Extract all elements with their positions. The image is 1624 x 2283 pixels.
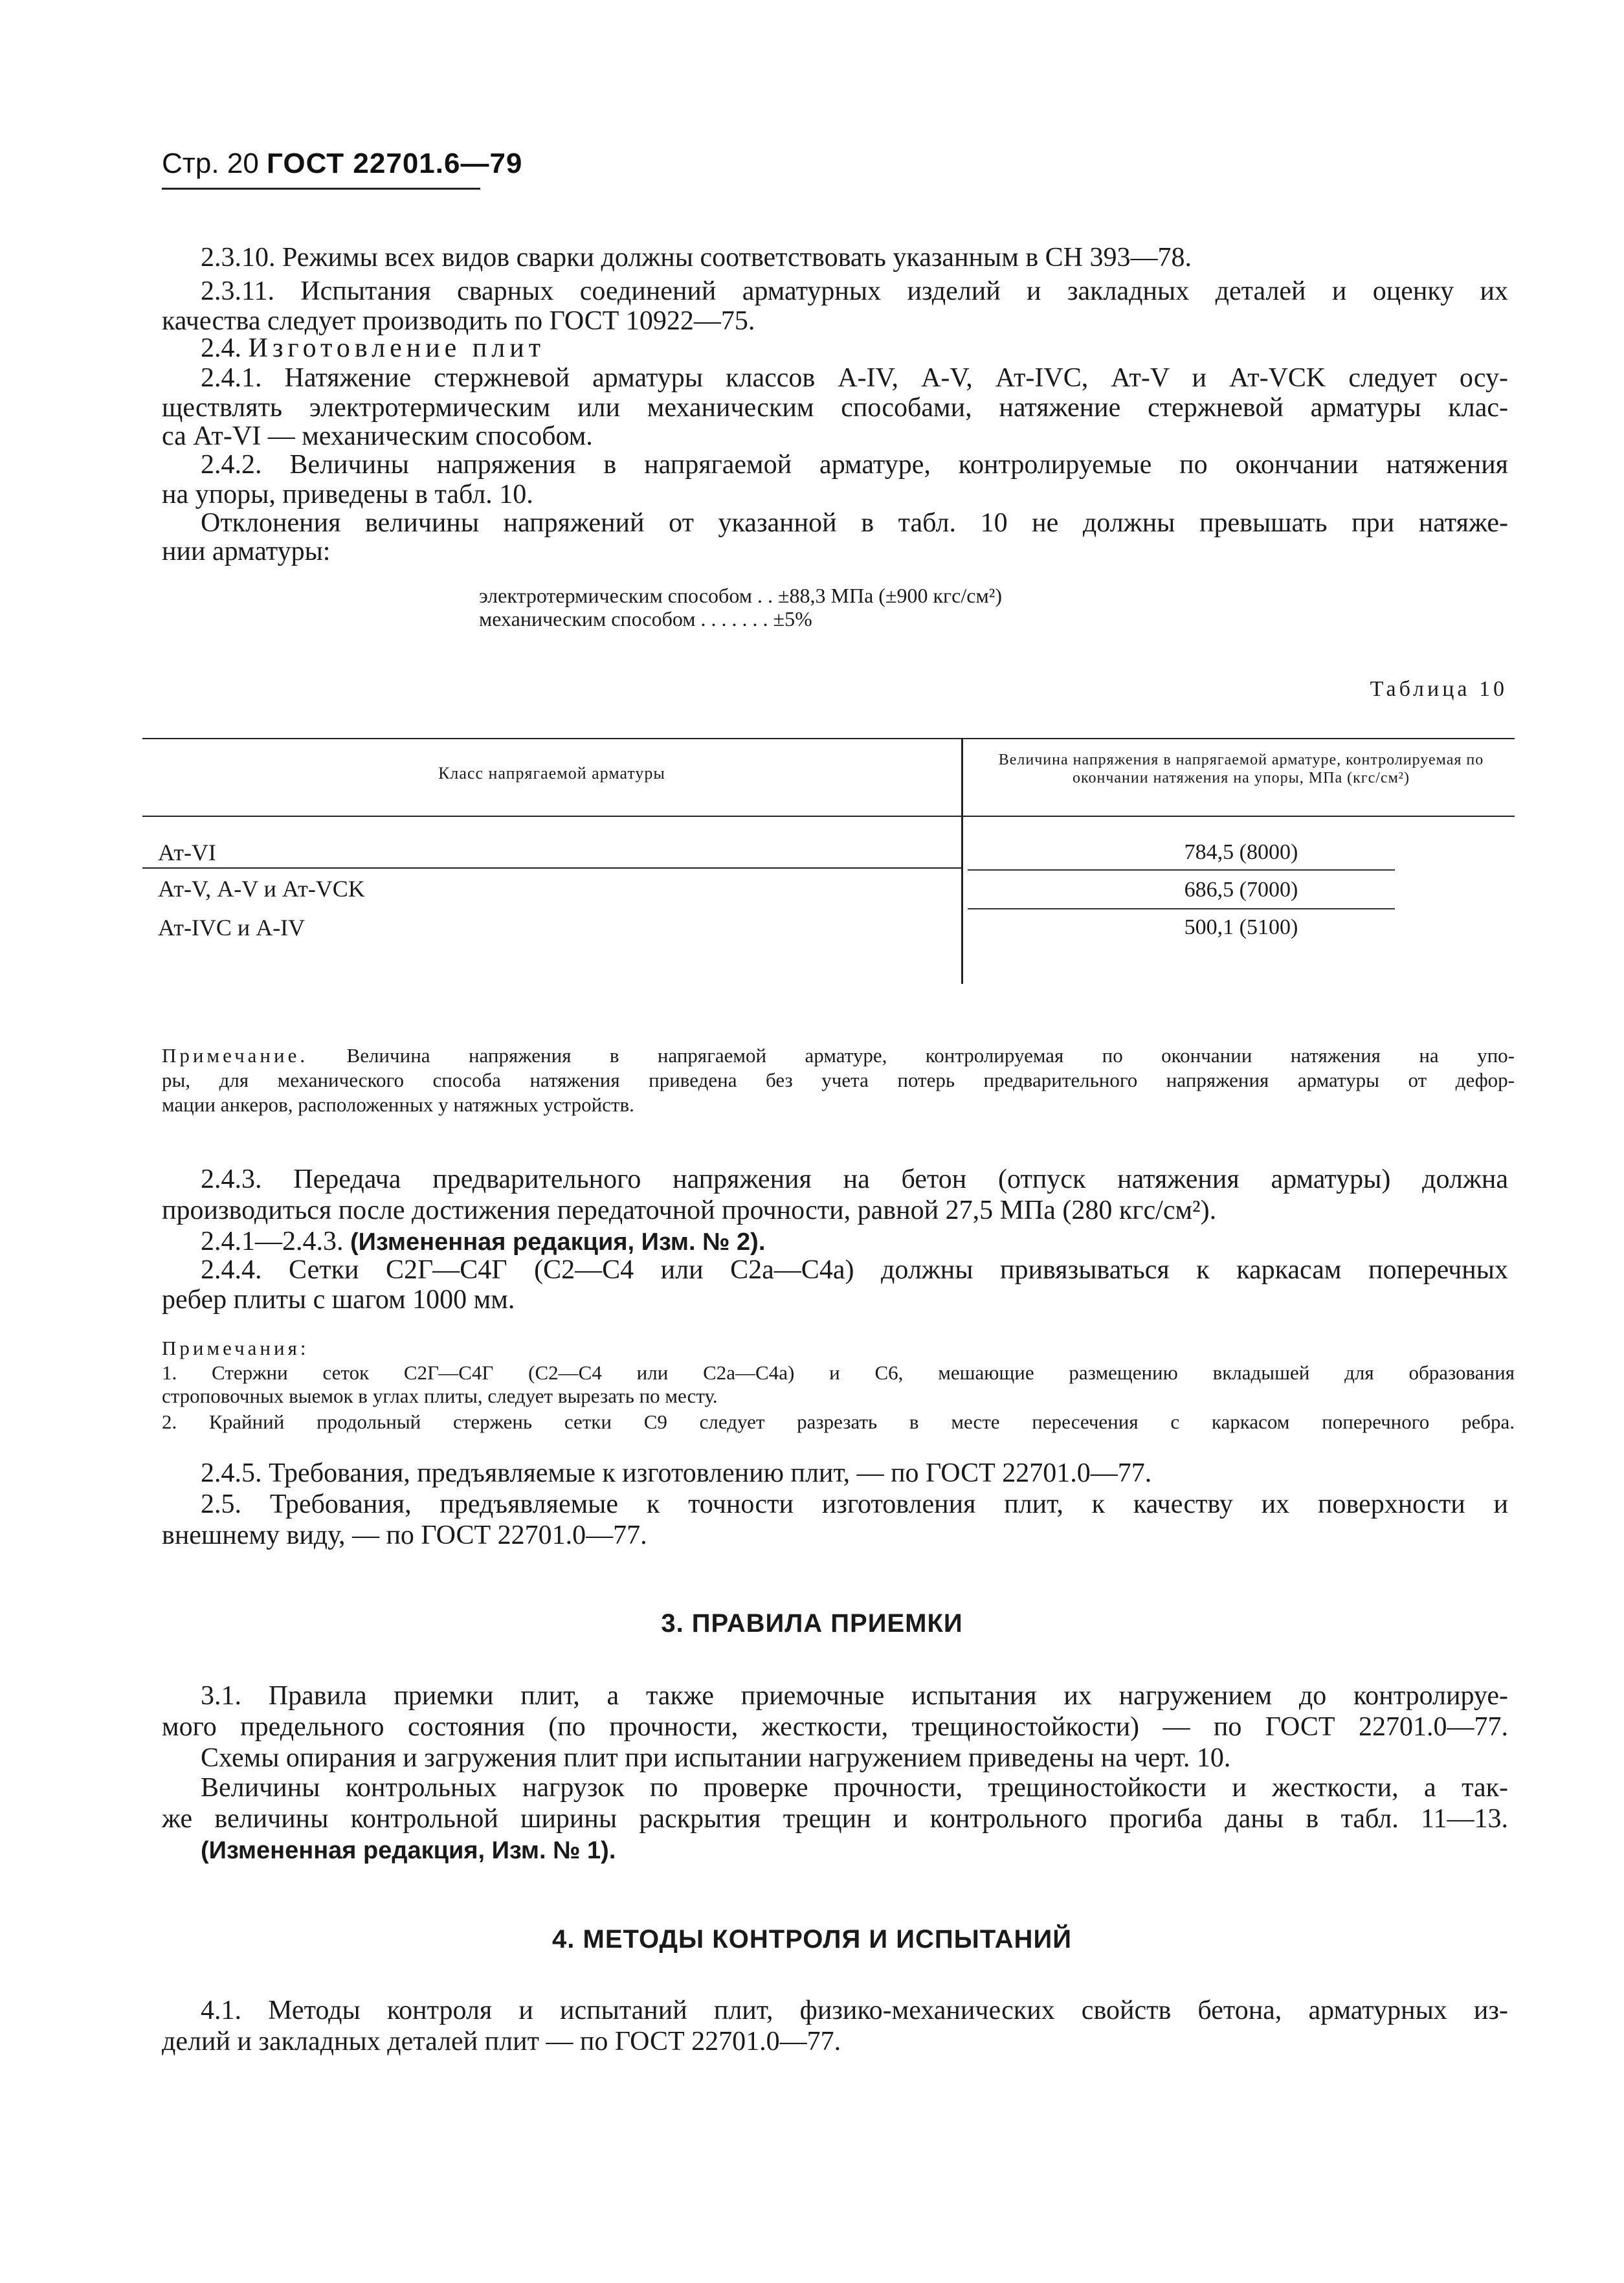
- table-caption: Таблица 10: [1370, 677, 1507, 701]
- gost-number: ГОСТ 22701.6—79: [267, 148, 523, 179]
- formula-line-electrothermal: электротермическим способом . . ±88,3 МПа (±900 кгс/см²): [479, 584, 1002, 607]
- paragraph-2-5-line2: внешнему виду, — по ГОСТ 22701.0—77.: [162, 1520, 647, 1550]
- table-header-value: Величина напряжения в напрягаемой арматуре, контролируемая по окончании натяжения на упоры, МПа (кгс/см²): [998, 752, 1484, 786]
- table-note-line1: Примечание. Величина напряжения в напрягаемой арматуре, контролируемая по окончании натяжения на упо-: [162, 1044, 1515, 1067]
- deviation-text-line2: нии арматуры:: [162, 537, 331, 566]
- paragraph-2-4-2-line2: на упоры, приведены в табл. 10.: [162, 480, 533, 509]
- table-row-3-class: Ат-IVC и А-IV: [158, 915, 306, 941]
- paragraph-2-3-10: 2.3.10. Режимы всех видов сварки должны соответствовать указанным в СН 393—78.: [201, 243, 1192, 273]
- table-note-line2: ры, для механического способа натяжения приведена без учета потерь предварительного напряжения арматуры от дефор-: [162, 1069, 1515, 1091]
- section-3-title: 3. ПРАВИЛА ПРИЕМКИ: [661, 1609, 963, 1638]
- paragraph-2-4-3-line2: производиться после достижения передаточной прочности, равной 27,5 МПа (280 кгс/см²).: [162, 1196, 1217, 1225]
- formula-line-mechanical: механическим способом . . . . . . . ±5%: [479, 607, 812, 630]
- paragraph-2-4-4-line1: 2.4.4. Сетки С2Г—С4Г (С2—С4 или С2а—С4а) должны привязываться к каркасам поперечных: [201, 1255, 1508, 1285]
- table-row-1-value: 784,5 (8000): [1184, 840, 1298, 864]
- section-heading-2-4: 2.4. Изготовление плит: [201, 333, 546, 363]
- paragraph-3-1-line4: Величины контрольных нагрузок по проверке прочности, трещиностойкости и жесткости, а так-: [201, 1773, 1508, 1803]
- note-2: 2. Крайний продольный стержень сетки С9 следует разрезать в месте пересечения с каркасом поперечного ребра.: [162, 1410, 1515, 1433]
- paragraph-3-1-line1: 3.1. Правила приемки плит, а также приемочные испытания их нагружением до контролируе-: [201, 1681, 1508, 1711]
- table-10: [142, 738, 1515, 984]
- section-4-title: 4. МЕТОДЫ КОНТРОЛЯ И ИСПЫТАНИЙ: [552, 1925, 1072, 1954]
- table-row-2-class: Ат-V, А-V и Ат-VCK: [158, 876, 365, 902]
- paragraph-2-4-2-line1: 2.4.2. Величины напряжения в напрягаемой арматуре, контролируемые по окончании натяжения: [201, 450, 1508, 480]
- notes-label: Примечания:: [162, 1337, 309, 1359]
- table-header-class: Класс напрягаемой арматуры: [438, 764, 665, 783]
- table-row-1-class: Ат-VI: [158, 840, 216, 865]
- table-row-rule-right: [968, 869, 1395, 871]
- table-row-rule-right: [968, 908, 1395, 909]
- paragraph-4-1-line1: 4.1. Методы контроля и испытаний плит, физико-механических свойств бетона, арматурных из-: [201, 1996, 1508, 2025]
- note-1-line1: 1. Стержни сеток С2Г—С4Г (С2—С4 или С2а—С4а) и С6, мешающие размещению вкладышей для образования: [162, 1361, 1515, 1384]
- header-rule: [162, 188, 480, 190]
- paragraph-2-4-5: 2.4.5. Требования, предъявляемые к изготовлению плит, — по ГОСТ 22701.0—77.: [201, 1458, 1152, 1488]
- table-row-rule-left: [142, 867, 961, 869]
- table-row-3-value: 500,1 (5100): [1184, 915, 1298, 939]
- paragraph-2-3-11-line2: качества следует производить по ГОСТ 10922—75.: [162, 306, 755, 336]
- paragraph-2-4-1-3-amend: 2.4.1—2.4.3. (Измененная редакция, Изм. № 2).: [201, 1227, 766, 1256]
- deviation-text-line1: Отклонения величины напряжений от указанной в табл. 10 не должны превышать при натяже-: [201, 508, 1508, 538]
- paragraph-3-1-line3: Схемы опирания и загружения плит при испытании нагружением приведены на черт. 10.: [201, 1743, 1231, 1773]
- paragraph-2-3-11-line1: 2.3.11. Испытания сварных соединений арматурных изделий и закладных деталей и оценку их: [201, 276, 1508, 306]
- section-3-amend-note: (Измененная редакция, Изм. № 1).: [201, 1837, 616, 1864]
- paragraph-2-4-4-line2: ребер плиты с шагом 1000 мм.: [162, 1285, 515, 1315]
- page-number: Стр. 20: [162, 148, 259, 179]
- paragraph-4-1-line2: делий и закладных деталей плит — по ГОСТ 22701.0—77.: [162, 2027, 841, 2056]
- paragraph-3-1-line2: мого предельного состояния (по прочности, жесткости, трещиностойкости) — по ГОСТ 22701.0—77.: [162, 1712, 1508, 1742]
- paragraph-2-4-3-line1: 2.4.3. Передача предварительного напряжения на бетон (отпуск натяжения арматуры) должна: [201, 1164, 1508, 1194]
- paragraph-3-1-line5: же величины контрольной ширины раскрытия трещин и контрольного прогиба даны в табл. 11—13.: [162, 1804, 1508, 1834]
- table-header-rule: [142, 816, 1515, 817]
- table-top-rule: [142, 738, 1515, 739]
- paragraph-2-4-1-line3: са Ат-VI — механическим способом.: [162, 421, 593, 451]
- note-1-line2: строповочных выемок в углах плиты, следует вырезать по месту.: [162, 1385, 718, 1407]
- paragraph-2-4-1-line1: 2.4.1. Натяжение стержневой арматуры классов А-IV, А-V, Ат-IVC, Ат-V и Ат-VCK следует осу-: [201, 363, 1508, 393]
- table-note-line3: мации анкеров, расположенных у натяжных устройств.: [162, 1093, 634, 1116]
- page-header: [162, 148, 522, 180]
- table-row-2-value: 686,5 (7000): [1184, 878, 1298, 902]
- table-column-divider: [961, 738, 963, 984]
- paragraph-2-4-1-line2: ществлять электротермическим или механическим способами, натяжение стержневой арматуры клас-: [162, 393, 1508, 423]
- paragraph-2-5-line1: 2.5. Требования, предъявляемые к точности изготовления плит, к качеству их поверхности и: [201, 1489, 1508, 1519]
